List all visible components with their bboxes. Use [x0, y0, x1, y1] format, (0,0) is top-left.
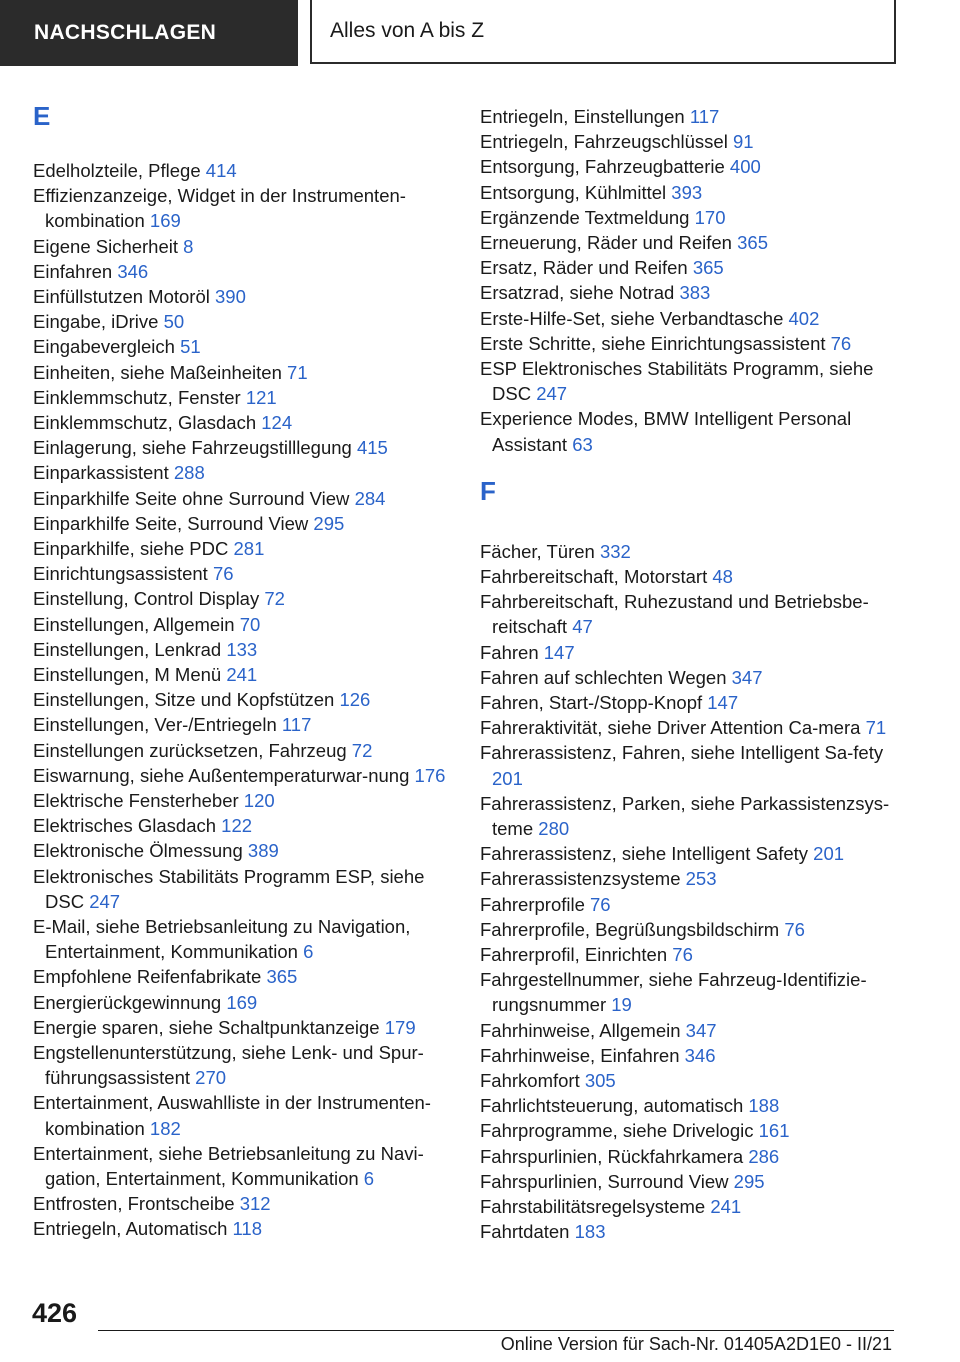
index-entry-term: ESP Elektronisches Stabilitäts Programm, siehe DSC: [480, 358, 874, 405]
index-entry-term: Einstellungen, Ver-/Entriegeln: [33, 714, 282, 736]
page-header: [0, 0, 960, 66]
index-entry-page-link[interactable]: 76: [590, 893, 611, 915]
index-entry: [33, 385, 465, 410]
index-entry-page-link[interactable]: 280: [538, 818, 570, 839]
index-entry: [480, 230, 912, 255]
index-entry-term: Einlagerung, siehe Fahrzeugstilllegung: [33, 437, 357, 459]
index-entry-term: Einstellung, Control Display: [33, 588, 265, 610]
index-entry: [33, 1090, 465, 1140]
index-entry-term: Fahrerassistenz, Parken, siehe Parkassistenzsys-teme: [480, 792, 890, 839]
index-entry-page-link[interactable]: 70: [239, 613, 261, 635]
index-entry-term: Einstellungen, Lenkrad: [33, 638, 227, 660]
index-entry-page-link[interactable]: 147: [707, 692, 739, 713]
index-entry-page-link[interactable]: 76: [212, 563, 234, 585]
index-entry-term: Eingabevergleich: [33, 336, 181, 358]
index-entry-term: Fahrtdaten: [480, 1221, 575, 1243]
index-entry-term: Erste Schritte, siehe Einrichtungsassistent: [480, 332, 831, 354]
index-entry-page-link[interactable]: 182: [149, 1117, 181, 1139]
index-entry: [480, 917, 912, 942]
index-entry-page-link[interactable]: 50: [163, 311, 185, 333]
index-entry: [33, 738, 465, 763]
index-entry: [480, 1043, 912, 1068]
index-entry-page-link[interactable]: 288: [173, 462, 205, 484]
index-entry-term: Elektronisches Stabilitäts Programm ESP, siehe DSC: [33, 865, 425, 912]
index-entry: [33, 460, 465, 485]
index-entry-page-link[interactable]: 120: [243, 790, 275, 811]
index-entry: [33, 284, 465, 309]
index-entry-page-link[interactable]: 247: [89, 890, 121, 912]
index-entry-page-link[interactable]: 346: [684, 1044, 716, 1066]
index-entry-page-link[interactable]: 133: [226, 638, 258, 660]
index-entry-page-link[interactable]: 365: [692, 257, 724, 279]
index-entry-term: Eigene Sicherheit: [33, 235, 184, 257]
index-letter-heading: E: [33, 101, 51, 131]
index-entry: [480, 280, 912, 305]
index-entry-page-link[interactable]: 72: [351, 739, 373, 761]
index-entry-term: Fahrerassistenz, siehe Intelligent Safety: [480, 843, 814, 865]
index-entry-term: Experience Modes, BMW Intelligent Personal Assistant: [480, 408, 852, 455]
index-entry-term: Einparkhilfe, siehe PDC: [33, 538, 234, 559]
index-entry-term: Empfohlene Reifenfabrikate: [33, 966, 267, 988]
index-entry-page-link[interactable]: 8: [183, 235, 194, 257]
index-entry: [33, 158, 465, 183]
index-entry-page-link[interactable]: 286: [748, 1145, 780, 1167]
index-entry-page-link[interactable]: 188: [748, 1095, 780, 1117]
index-entry: [480, 356, 912, 406]
index-entry: [480, 715, 912, 740]
index-entry-term: Eiswarnung, siehe Außentemperaturwar-nung: [33, 764, 415, 786]
index-entry: [33, 838, 465, 863]
index-entry-term: Einrichtungsassistent: [33, 563, 213, 585]
index-entry-page-link[interactable]: 414: [205, 160, 237, 181]
index-entry-page-link[interactable]: 400: [729, 156, 761, 178]
index-entry-term: Fahrspurlinien, Rückfahrkamera: [480, 1145, 749, 1167]
index-entry-term: Entriegeln, Einstellungen: [480, 106, 690, 127]
index-entry: [33, 637, 465, 662]
index-entry: [33, 586, 465, 611]
index-entry-term: Energie sparen, siehe Schaltpunktanzeige: [33, 1016, 385, 1038]
index-entry-page-link[interactable]: 63: [572, 433, 593, 455]
index-entry-term: Einstellungen zurücksetzen, Fahrzeug: [33, 739, 352, 761]
index-entry: [480, 1018, 912, 1043]
index-entry-page-link[interactable]: 347: [685, 1019, 717, 1041]
index-entry-page-link[interactable]: 6: [363, 1168, 375, 1189]
index-entry-page-link[interactable]: 170: [694, 206, 726, 228]
index-entry-term: Energierückgewinnung: [33, 991, 227, 1013]
chapter-title: Alles von A bis Z: [310, 0, 896, 64]
index-entry-page-link[interactable]: 183: [574, 1221, 606, 1243]
index-entry: [480, 129, 912, 154]
index-entry-term: Entertainment, Auswahlliste in der Instrumenten-kombination: [33, 1092, 431, 1139]
index-entry-term: Einklemmschutz, Glasdach: [33, 412, 262, 433]
index-entry-page-link[interactable]: 122: [221, 815, 253, 837]
index-entry-page-link[interactable]: 48: [712, 566, 733, 587]
index-entry: [33, 964, 465, 989]
index-entry: [480, 306, 912, 331]
index-entry-page-link[interactable]: 71: [287, 361, 308, 383]
index-entry-term: Einparkassistent: [33, 462, 174, 484]
index-entry-term: Engstellenunterstützung, siehe Lenk- und Spur-führungsassistent: [33, 1042, 424, 1089]
index-entry-term: Einparkhilfe Seite, Surround View: [33, 512, 314, 534]
index-entry-page-link[interactable]: 393: [671, 181, 703, 203]
index-entry-term: Elektrische Fensterheber: [33, 790, 244, 811]
index-entry: [480, 406, 912, 456]
index-entry-term: Einstellungen, Allgemein: [33, 613, 240, 635]
index-entry-page-link[interactable]: 305: [584, 1070, 616, 1091]
index-entry: [33, 511, 465, 536]
index-entry-term: Einfüllstutzen Motoröl: [33, 286, 216, 307]
index-entry-page-link[interactable]: 346: [117, 260, 149, 282]
index-entry: [33, 612, 465, 637]
index-entry-term: Fahrerprofile, Begrüßungsbildschirm: [480, 918, 785, 940]
index-entry: [480, 1219, 912, 1244]
index-entry: [33, 410, 465, 435]
index-entry: [480, 942, 912, 967]
index-entry-term: Fahrhinweise, Allgemein: [480, 1019, 686, 1041]
index-entry-term: Ergänzende Textmeldung: [480, 206, 695, 228]
index-entry-page-link[interactable]: 161: [758, 1120, 790, 1142]
index-entry-term: Einstellungen, M Menü: [33, 664, 227, 685]
index-entry-page-link[interactable]: 19: [611, 994, 632, 1016]
index-entry-page-link[interactable]: 365: [737, 232, 768, 253]
section-tab[interactable]: NACHSCHLAGEN: [0, 0, 298, 66]
index-entry: [480, 791, 912, 841]
index-entry-page-link[interactable]: 389: [247, 840, 279, 862]
index-entry-term: Entriegeln, Automatisch: [33, 1218, 233, 1240]
index-entry-term: Ersatzrad, siehe Notrad: [480, 282, 680, 304]
index-entry: [480, 1194, 912, 1219]
index-entry: [480, 539, 912, 564]
index-entry-page-link[interactable]: 402: [788, 307, 820, 329]
index-entry-page-link[interactable]: 281: [233, 538, 265, 559]
index-entry: [33, 813, 465, 838]
index-entry-page-link[interactable]: 241: [710, 1196, 742, 1217]
index-entry-term: Fahren, Start-/Stopp-Knopf: [480, 692, 708, 713]
index-entry-term: Entfrosten, Frontscheibe: [33, 1193, 240, 1215]
index-entry-page-link[interactable]: 91: [732, 131, 754, 153]
index-entry-page-link[interactable]: 253: [685, 868, 717, 890]
index-entry-page-link[interactable]: 332: [599, 540, 631, 562]
index-entry: [480, 1093, 912, 1118]
index-letter-heading: F: [480, 475, 496, 506]
index-entry: [480, 967, 912, 1017]
index-entry-term: Fahrbereitschaft, Ruhezustand und Betriebsbe-reitschaft: [480, 591, 869, 638]
index-entry: [33, 334, 465, 359]
index-entry-term: E-Mail, siehe Betriebsanleitung zu Navigation, Entertainment, Kommunikation: [33, 916, 411, 963]
index-entry-term: Eingabe, iDrive: [33, 311, 164, 333]
index-entry: [33, 763, 465, 788]
index-entry-term: Fahrerprofil, Einrichten: [480, 944, 673, 965]
index-entry: [480, 331, 912, 356]
index-entry: [480, 640, 912, 665]
index-entry: [480, 154, 912, 179]
index-entry-term: Fahrerprofile: [480, 893, 591, 915]
index-entry: [33, 712, 465, 737]
index-entry: [480, 205, 912, 230]
index-entry: [33, 360, 465, 385]
index-entry-page-link[interactable]: 76: [784, 918, 805, 940]
index-entry: [33, 914, 465, 964]
index-entry-page-link[interactable]: 176: [414, 764, 446, 786]
index-entry-term: Entertainment, siehe Betriebsanleitung zu Navi-gation, Entertainment, Kommunikation: [33, 1142, 424, 1189]
index-entry: [33, 990, 465, 1015]
index-entry: [33, 183, 465, 233]
index-entry: [33, 1015, 465, 1040]
index-entry-term: Einheiten, siehe Maßeinheiten: [33, 361, 288, 383]
index-entry-page-link[interactable]: 201: [492, 767, 523, 789]
index-entry-page-link[interactable]: 124: [261, 412, 293, 433]
index-entry-term: Elektrisches Glasdach: [33, 815, 222, 837]
footer-version-text: Online Version für Sach-Nr. 01405A2D1E0 - II/21: [500, 1334, 892, 1354]
index-entry-page-link[interactable]: 312: [239, 1193, 271, 1215]
index-entry: [33, 1141, 465, 1191]
index-entry-term: Einfahren: [33, 260, 118, 282]
index-entry-page-link[interactable]: 121: [245, 386, 277, 408]
index-entry-term: Effizienzanzeige, Widget in der Instrumenten-kombination: [33, 185, 406, 232]
index-entry: [480, 564, 912, 589]
index-entry-term: Fächer, Türen: [480, 540, 600, 562]
index-entry-page-link[interactable]: 201: [813, 843, 845, 865]
index-entry-page-link[interactable]: 383: [679, 282, 711, 304]
index-entry-term: Edelholzteile, Pflege: [33, 160, 206, 181]
index-entry: [33, 1040, 465, 1090]
index-entry-page-link[interactable]: 390: [215, 286, 246, 307]
index-entry: [480, 1118, 912, 1143]
index-entry-page-link[interactable]: 347: [731, 666, 763, 688]
page-number: 426: [32, 1298, 78, 1328]
footer-divider: [98, 1330, 894, 1331]
index-entry-page-link[interactable]: 117: [689, 106, 720, 127]
index-entry-term: Fahrkomfort: [480, 1070, 585, 1091]
index-entry: [33, 1191, 465, 1216]
index-entry-page-link[interactable]: 169: [149, 210, 181, 232]
index-entry-term: Fahrerassistenz, Fahren, siehe Intelligent Sa-fety: [480, 742, 884, 764]
index-entry-page-link[interactable]: 365: [266, 966, 298, 988]
index-entry-page-link[interactable]: 72: [264, 588, 285, 610]
index-entry: [480, 665, 912, 690]
index-entry-term: Fahrbereitschaft, Motorstart: [480, 566, 713, 587]
index-entry-page-link[interactable]: 247: [536, 383, 568, 405]
index-entry: [33, 435, 465, 460]
index-entry: [33, 1216, 465, 1241]
index-entry: [480, 690, 912, 715]
index-entry-page-link[interactable]: 295: [313, 512, 345, 534]
index-entry-page-link[interactable]: 284: [354, 487, 386, 509]
index-entry: [480, 866, 912, 891]
index-entry: [33, 662, 465, 687]
index-entry-page-link[interactable]: 179: [384, 1016, 416, 1038]
index-entry-term: Fahrstabilitätsregelsysteme: [480, 1196, 711, 1217]
index-entry-term: Fahreraktivität, siehe Driver Attention Ca-mera: [480, 717, 866, 739]
index-entry-term: Entriegeln, Fahrzeugschlüssel: [480, 131, 733, 153]
index-entry-term: Elektronische Ölmessung: [33, 840, 248, 862]
index-entry: [480, 589, 912, 639]
index-entry-page-link[interactable]: 51: [180, 336, 201, 358]
index-entry: [33, 788, 465, 813]
index-entry-page-link[interactable]: 71: [865, 717, 887, 739]
index-entry: [33, 234, 465, 259]
index-entry-page-link[interactable]: 118: [232, 1218, 262, 1240]
index-entry-page-link[interactable]: 270: [195, 1067, 227, 1089]
index-entry-page-link[interactable]: 76: [672, 944, 693, 965]
index-entry-term: Fahrgestellnummer, siehe Fahrzeug-Identifizie-rungsnummer: [480, 969, 867, 1016]
index-entry-page-link[interactable]: 415: [356, 437, 388, 459]
index-entry-term: Entsorgung, Fahrzeugbatterie: [480, 156, 730, 178]
index-entry: [33, 864, 465, 914]
index-entry-term: Fahrprogramme, siehe Drivelogic: [480, 1120, 759, 1142]
index-entry: [480, 1144, 912, 1169]
index-entry-page-link[interactable]: 295: [733, 1170, 765, 1192]
index-entry: [480, 740, 912, 790]
index-entry-page-link[interactable]: 6: [303, 941, 314, 963]
index-entry-term: Einstellungen, Sitze und Kopfstützen: [33, 689, 340, 711]
index-entry-term: Fahren auf schlechten Wegen: [480, 666, 732, 688]
index-entry: [480, 1169, 912, 1194]
index-entry: [33, 486, 465, 511]
index-entry-term: Einparkhilfe Seite ohne Surround View: [33, 487, 355, 509]
index-entry: [480, 180, 912, 205]
index-entry: [33, 687, 465, 712]
index-entry: [480, 841, 912, 866]
index-entry-page-link[interactable]: 126: [339, 689, 371, 711]
index-entry-page-link[interactable]: 147: [543, 641, 575, 663]
index-entry: [480, 1068, 912, 1093]
index-entry-page-link[interactable]: 169: [226, 991, 258, 1013]
index-entry: [480, 892, 912, 917]
index-entry-term: Einklemmschutz, Fenster: [33, 386, 246, 408]
index-entry-page-link[interactable]: 47: [572, 616, 593, 638]
index-entry-term: Fahrlichtsteuerung, automatisch: [480, 1095, 749, 1117]
index-entry-term: Fahren: [480, 641, 544, 663]
index-entry: [33, 309, 465, 334]
index-entry-term: Erneuerung, Räder und Reifen: [480, 232, 738, 253]
index-entry: [480, 255, 912, 280]
index-entry: [33, 536, 465, 561]
index-entry-term: Fahrerassistenzsysteme: [480, 868, 686, 890]
index-entry: [480, 104, 912, 129]
index-entry-term: Ersatz, Räder und Reifen: [480, 257, 693, 279]
index-entry-term: Fahrhinweise, Einfahren: [480, 1044, 685, 1066]
index-entry-term: Fahrspurlinien, Surround View: [480, 1170, 734, 1192]
index-entry-term: Erste-Hilfe-Set, siehe Verbandtasche: [480, 307, 789, 329]
index-entry-page-link[interactable]: 76: [830, 332, 852, 354]
index-entry-page-link[interactable]: 241: [226, 664, 258, 685]
index-entry: [33, 259, 465, 284]
index-entry: [33, 561, 465, 586]
index-entry-page-link[interactable]: 117: [281, 714, 312, 736]
index-entry-term: Entsorgung, Kühlmittel: [480, 181, 672, 203]
